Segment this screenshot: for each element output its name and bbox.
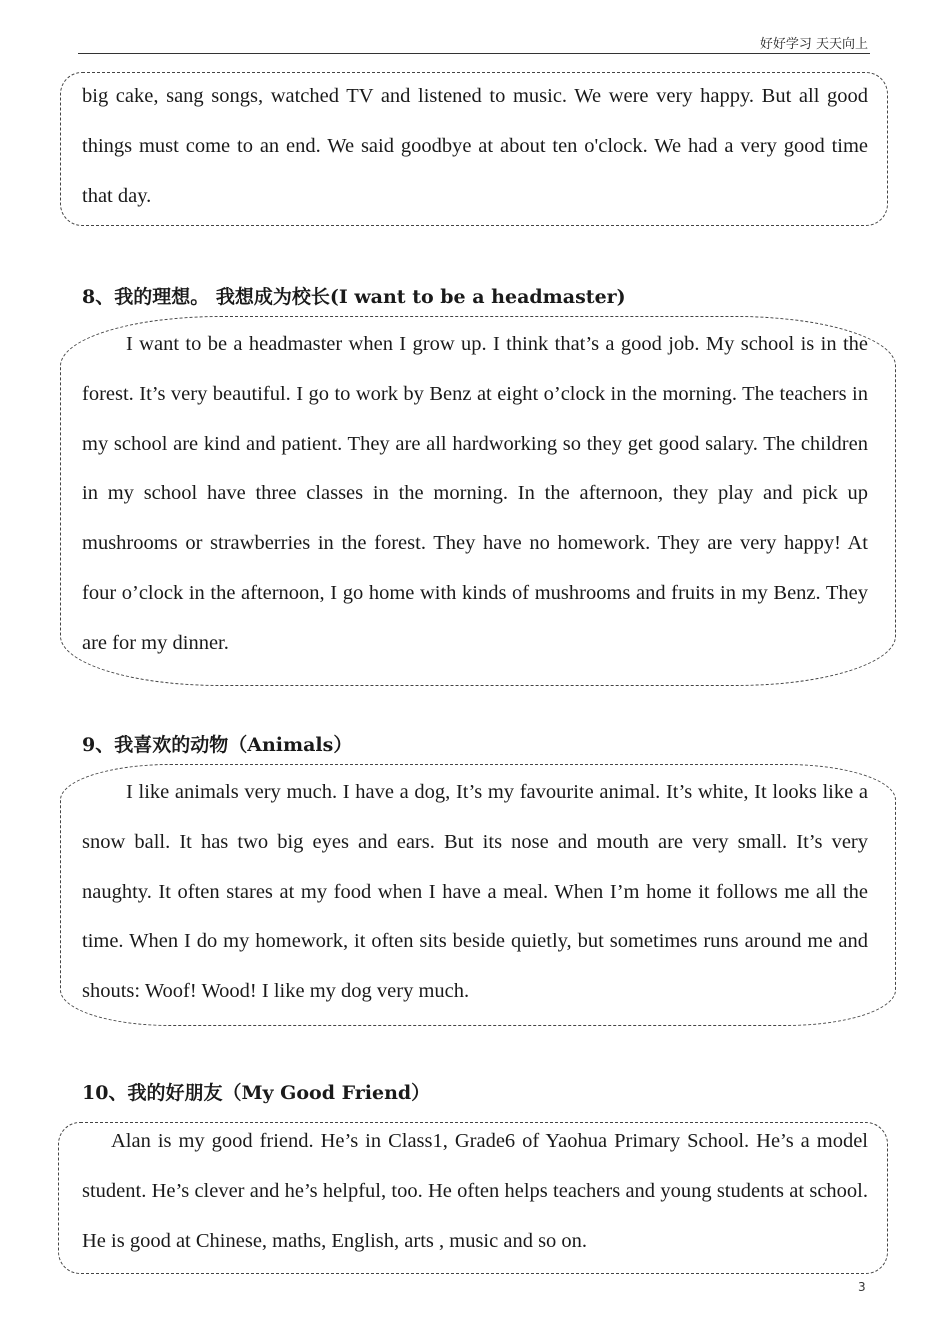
essay-8-heading: 8、我的理想。 我想成为校长(I want to be a headmaster)	[82, 286, 626, 308]
essay-9-paragraph: I like animals very much. I have a dog, It’s my favourite animal. It’s white, It looks like a snow ball. It has two big eyes and ears. But its nose and mouth are very small. It’s very naughty. It often stares at my food when I have a meal. When I’m home it follows me all the time. When I do my homework, it often sits beside quietly, but sometimes runs around me and shouts: Woof! Wood! I like my dog very much.	[82, 781, 868, 1003]
essay-7-paragraph: big cake, sang songs, watched TV and listened to music. We were very happy. But all good things must come to an end. We said goodbye at about ten o'clock. We had a very good time that day.	[82, 85, 868, 207]
essay-10-paragraph: Alan is my good friend. He’s in Class1, Grade6 of Yaohua Primary School. He’s a model student. He’s clever and he’s helpful, too. He often helps teachers and young students at school. He is good at Chinese, maths, English, arts , music and so on.	[82, 1130, 868, 1252]
running-header: 好好学习 天天向上	[759, 37, 868, 52]
header-rule	[78, 53, 870, 54]
essay-8-paragraph: I want to be a headmaster when I grow up. I think that’s a good job. My school is in the forest. It’s very beautiful. I go to work by Benz at eight o’clock in the morning. The teachers in my school are kind and patient. They are all hardworking so they get good salary. The children in my school have three classes in the morning. In the afternoon, they play and pick up mushrooms or strawberries in the forest. They have no homework. They are very happy! At four o’clock in the afternoon, I go home with kinds of mushrooms and fruits in my Benz. They are for my dinner.	[82, 333, 868, 654]
essay-9-heading: 9、我喜欢的动物（Animals）	[82, 734, 353, 756]
page-number: 3	[858, 1280, 866, 1294]
essay-10-heading: 10、我的好朋友（My Good Friend）	[82, 1082, 431, 1104]
